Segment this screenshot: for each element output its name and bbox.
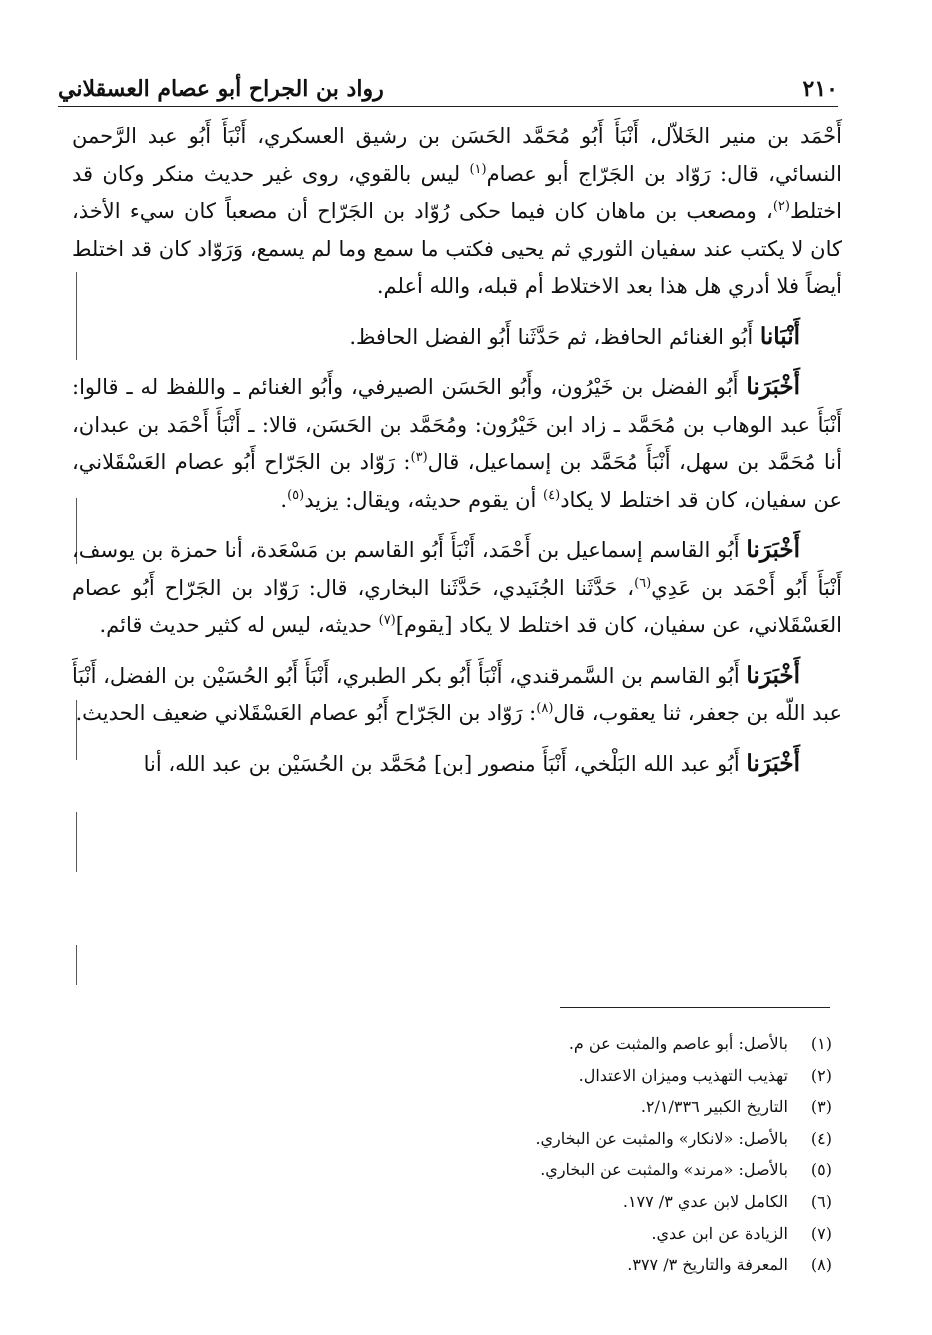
footnote-ref: (٣): [410, 450, 428, 465]
isnad-lead-word: أَخْبَرَنا: [746, 536, 800, 563]
footnote-number: (٥): [810, 1160, 832, 1180]
footnote-ref: (٥): [287, 487, 305, 503]
footnote-ref: (٢): [772, 199, 790, 214]
isnad-lead-word: أَخْبَرَنا: [746, 749, 800, 777]
paragraph: [72, 118, 842, 306]
paragraph-text: .: [280, 487, 288, 512]
margin-line: [76, 812, 77, 872]
footnote-number: (٤): [810, 1128, 832, 1148]
paragraph-text: أَبُو عبد الله البَلْخي، أَنْبَأَ منصور [بن] مُحَمَّد بن الحُسَيْن بن عبد الله، أنا: [143, 751, 747, 776]
paragraph-text: أن يقوم حديثه، ويقال: يزيد: [304, 487, 544, 512]
isnad-lead-word: أَخْبَرَنا: [746, 661, 801, 689]
footnote-ref: (٤): [543, 487, 561, 503]
paragraph: [72, 657, 842, 733]
footnote-item: [420, 1060, 832, 1092]
footnote-text: المعرفة والتاريخ ٣/ ٣٧٧.: [627, 1255, 788, 1275]
footnote-rule: [560, 1007, 830, 1008]
footnote-number: (٦): [810, 1191, 832, 1211]
running-title: رواد بن الجراح أبو عصام العسقلاني: [58, 76, 384, 102]
paragraph-text: ، حَدَّثَنا الجُنَيدي، حَدَّثَنا البخاري، قال: رَوّاد بن الجَرّاح أَبُو عصام العَسْقَلاني، عن سفيان، كان قد اختلط لا يكاد [يقوم]: [72, 575, 842, 637]
paragraph: [72, 531, 842, 645]
footnote-number: (٧): [810, 1223, 832, 1243]
isnad-lead-word: أَنْبَانا: [759, 322, 800, 350]
footnotes: [420, 1028, 832, 1281]
paragraph: [72, 745, 842, 784]
paragraph-text: : رَوّاد بن الجَرّاح أَبُو عصام العَسْقَلاني ضعيف الحديث.: [75, 701, 537, 725]
paragraph-text: أَبُو القاسم بن السَّمرقندي، أَنْبَأَ أَبُو بكر الطبري، أَنْبَأَ أَبُو الحُسَيْن بن الفضل، أَنْبَأَ عبد اللّه بن جعفر، ثنا يعقوب، قال: [72, 663, 842, 725]
footnote-ref: (٦): [634, 575, 652, 591]
body-text: [72, 118, 842, 795]
footnote-number: (٢): [810, 1065, 832, 1085]
paragraph-text: أَحْمَد بن منير الخَلاّل، أَنْبَأَ أَبُو مُحَمَّد الحَسَن بن رشيق العسكري، أَنْبَأَ أَبُو عبد الرَّحمن النسائي، قال: رَوّاد بن الجَرّاج أبو عصام: [72, 124, 842, 186]
footnote-text: تهذيب التهذيب وميزان الاعتدال.: [578, 1065, 788, 1085]
paragraph-text: أَبُو القاسم إسماعيل بن أَحْمَد، أَنْبَأَ أَبُو القاسم بن مَسْعَدة، أنا حمزة بن يوسف، أَنْبَأَ أَبُو أَحْمَد بن عَدِي: [72, 538, 842, 600]
running-header: [58, 68, 838, 102]
footnote-item: [420, 1091, 832, 1123]
paragraph: [72, 368, 842, 519]
footnote-number: (٨): [810, 1255, 832, 1275]
footnote-item: [420, 1028, 832, 1060]
page-number: ٢١٠: [802, 76, 838, 102]
footnote-number: (١): [810, 1034, 832, 1053]
paragraph: [72, 318, 842, 357]
footnote-item: [420, 1154, 832, 1186]
header-rule: [58, 106, 838, 107]
footnote-item: [420, 1218, 832, 1250]
footnote-text: الكامل لابن عدي ٣/ ١٧٧.: [622, 1191, 788, 1211]
footnote-text: بالأصل: «مرند» والمثبت عن البخاري.: [540, 1160, 788, 1180]
paragraph-text: أَبُو الغنائم الحافظ، ثم حَدَّثَنا أَبُو الفضل الحافظ.: [349, 324, 760, 349]
footnote-text: الزيادة عن ابن عدي.: [651, 1223, 788, 1243]
footnote-ref: (٧): [378, 613, 396, 628]
footnote-text: بالأصل: «لانكار» والمثبت عن البخاري.: [535, 1128, 788, 1148]
paragraph-text: ليس بالقوي، روى غير حديث منكر وكان قد اختلط: [72, 161, 842, 223]
paragraph-text: : رَوّاد بن الجَرّاح أَبُو عصام العَسْقَلاني، عن سفيان، كان قد اختلط لا يكاد: [72, 450, 842, 512]
footnote-item: [420, 1186, 832, 1218]
paragraph-text: أَبُو الفضل بن خَيْرُون، وأَبُو الحَسَن الصيرفي، وأَبُو الغنائم ـ واللفظ له ـ قالوا: أَنْبَأَ عبد الوهاب بن مُحَمَّد ـ زاد ابن خَيْرُون: ومُحَمَّد بن الحَسَن، قالا: ـ أَنْبَأَ أَحْمَد بن عبدان، أنا مُحَمَّد بن سهل، أَنْبَأَ مُحَمَّد بن إسماعيل، قال: [72, 375, 842, 474]
footnote-text: التاريخ الكبير ٢/١/٣٣٦.: [640, 1097, 788, 1117]
isnad-lead-word: أَخْبَرَنا: [746, 373, 800, 400]
footnote-ref: (١): [469, 161, 487, 177]
margin-line: [76, 945, 77, 985]
footnote-text: بالأصل: أبو عاصم والمثبت عن م.: [568, 1034, 788, 1053]
footnote-number: (٣): [810, 1097, 832, 1117]
paragraph-text: حديثه، ليس له كثير حديث قائم.: [99, 613, 379, 637]
paragraph-text: ، ومصعب بن ماهان كان فيما حكى رُوّاد بن الجَرّاح أن مصعباً كان سيء الأخذ، كان لا يكتب عند سفيان الثوري ثم يحيى فكتب ما سمع وما لم يسمع، وَرَوّاد كان قد اختلط أيضاً فلا أدري هل هذا بعد الاختلاط أم قبله، والله أعلم.: [72, 199, 842, 298]
footnote-ref: (٨): [536, 701, 554, 716]
footnote-item: [420, 1249, 832, 1281]
footnote-item: [420, 1123, 832, 1155]
